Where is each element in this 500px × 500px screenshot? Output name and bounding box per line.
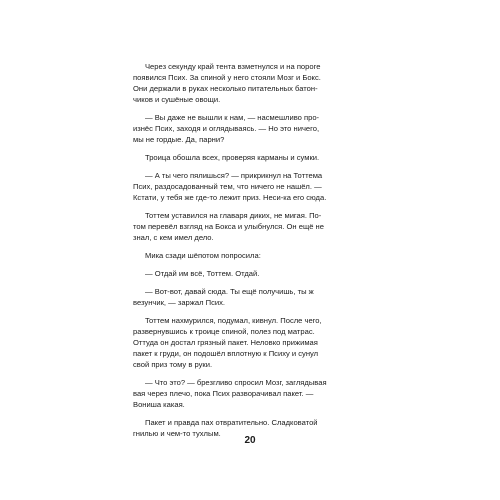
text-line: Тоттем нахмурился, подумал, кивнул. После чего,	[145, 316, 322, 325]
text-line: пакет к груди, он подошёл вплотную к Психу и сунул	[133, 349, 319, 358]
text-line: — Отдай им всё, Тоттем. Отдай.	[145, 269, 260, 278]
text-line: — Вот-вот, давай сюда. Ты ещё получишь, ты ж	[145, 287, 314, 296]
text-line: Они держали в руках несколько питательных батон-	[133, 84, 318, 93]
text-line: — А ты чего пялишься? — прикрикнул на Тоттема	[145, 171, 323, 180]
page-number: 20	[244, 435, 256, 446]
text-line: том перевёл взгляд на Бокса и улыбнулся. Он ещё не	[133, 222, 324, 231]
text-line: вая через плечо, пока Псих разворачивал пакет. —	[133, 389, 314, 398]
paragraph	[133, 315, 368, 370]
text-line: гнилью и чем-то тухлым.	[133, 429, 221, 438]
paragraph	[133, 286, 368, 308]
text-line: Псих, раздосадованный тем, что ничего не нашёл. —	[133, 182, 322, 191]
text-line: — Что это? — брезгливо спросил Мозг, заглядывая	[145, 378, 327, 387]
page-text	[133, 61, 368, 446]
text-line: чиков и сушёные овощи.	[133, 95, 221, 104]
text-line: Вониша какая.	[133, 400, 185, 409]
paragraph	[133, 112, 368, 145]
text-line: Тоттем уставился на главаря диких, не мигая. По-	[145, 211, 322, 220]
paragraph	[133, 268, 368, 279]
paragraph	[133, 250, 368, 261]
text-line: Троица обошла всех, проверяя карманы и сумки.	[145, 153, 320, 162]
text-line: Оттуда он достал грязный пакет. Неловко прижимая	[133, 338, 318, 347]
text-line: появился Псих. За спиной у него стояли Мозг и Бокс.	[133, 73, 321, 82]
text-line: изнёс Псих, заходя и оглядываясь. — Но это ничего,	[133, 124, 320, 133]
text-line: развернувшись к троице спиной, полез под матрас.	[133, 327, 315, 336]
text-line: Пакет и правда пах отвратительно. Сладковатой	[145, 418, 318, 427]
text-line: везунчик, — заржал Псих.	[133, 298, 226, 307]
paragraph	[133, 61, 368, 105]
text-line: Кстати, у тебя же где-то лежит приз. Неси-ка его сюда.	[133, 193, 327, 202]
paragraph	[133, 377, 368, 410]
text-line: — Вы даже не вышли к нам, — насмешливо про-	[145, 113, 320, 122]
text-line: Через секунду край тента взметнулся и на пороге	[145, 62, 321, 71]
text-line: свой приз тому в руки.	[133, 360, 213, 369]
text-line: мы не гордые. Да, парни?	[133, 135, 225, 144]
paragraph	[133, 152, 368, 163]
text-line: знал, с кем имел дело.	[133, 233, 214, 242]
text-line: Мика сзади шёпотом попросила:	[145, 251, 261, 260]
paragraph	[133, 170, 368, 203]
paragraph	[133, 210, 368, 243]
